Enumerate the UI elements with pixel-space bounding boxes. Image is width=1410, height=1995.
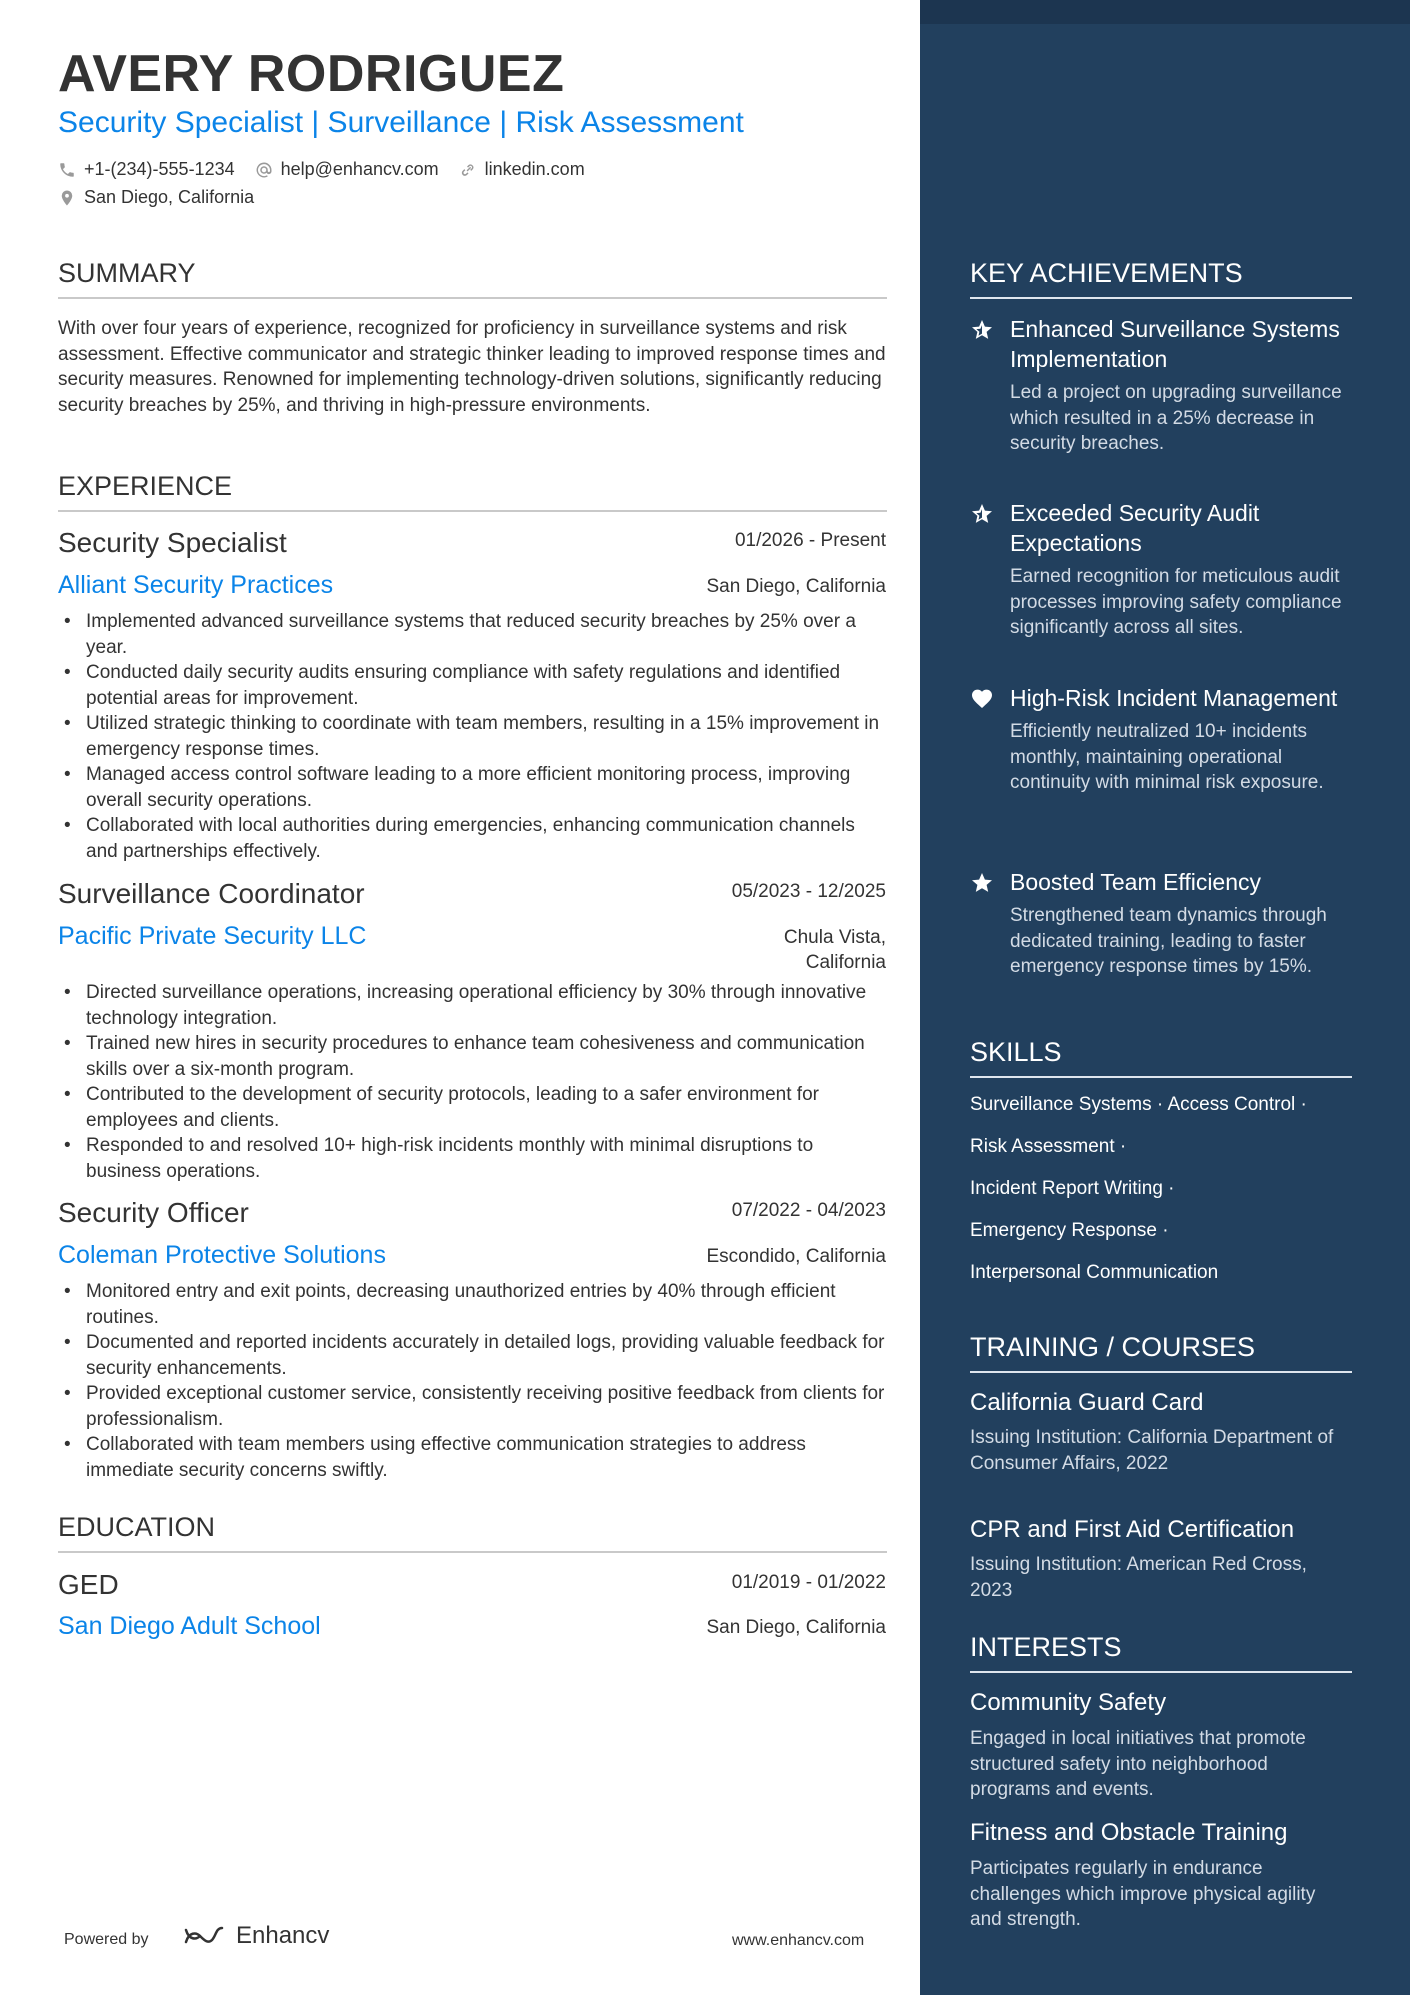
interest-title: Community Safety xyxy=(970,1689,1167,1716)
list-item: • Contributed to the development of security protocols, leading to a safer environment for employees and clients. xyxy=(58,1082,887,1133)
job-company: Coleman Protective Solutions xyxy=(58,1241,386,1269)
achievement-title: Exceeded Security Audit Expectations xyxy=(1010,500,1260,556)
sidebar xyxy=(920,0,1410,1995)
location-pin-icon xyxy=(58,189,76,207)
skill-line: Risk Assessment · xyxy=(970,1136,1127,1157)
contact-row-2 xyxy=(58,187,274,208)
job-location: San Diego, California xyxy=(706,576,886,597)
enhancv-logo xyxy=(182,1922,329,1950)
achievement-item xyxy=(970,867,1352,980)
achievement-item xyxy=(970,314,1352,457)
phone-text: +1-(234)-555-1234 xyxy=(84,159,235,179)
footer-site-link[interactable]: www.enhancv.com xyxy=(732,1932,865,1949)
job-company: Pacific Private Security LLC xyxy=(58,922,367,950)
candidate-title: Security Specialist | Surveillance | Risk Assessment xyxy=(58,106,744,139)
list-item: • Trained new hires in security procedures to enhance team cohesiveness and communication skills over a six-month program. xyxy=(58,1031,887,1082)
star-icon xyxy=(970,871,994,895)
list-item: • Directed surveillance operations, increasing operational efficiency by 30% through innovative technology integration. xyxy=(58,980,887,1031)
job-title: Security Officer xyxy=(58,1197,249,1228)
candidate-name: AVERY RODRIGUEZ xyxy=(58,45,565,103)
education-heading: EDUCATION xyxy=(58,1512,887,1553)
job-bullets xyxy=(58,980,887,1184)
education-school: San Diego Adult School xyxy=(58,1612,321,1640)
achievement-item xyxy=(970,498,1352,641)
contact-phone xyxy=(58,159,235,180)
phone-icon xyxy=(58,161,76,179)
education-dates: 01/2019 - 01/2022 xyxy=(731,1572,886,1593)
email-text: help@enhancv.com xyxy=(280,159,439,179)
training-title: California Guard Card xyxy=(970,1389,1204,1416)
sidebar-top-bar xyxy=(920,0,1410,24)
linkedin-text: linkedin.com xyxy=(484,159,585,179)
link-icon xyxy=(459,161,477,179)
star-outline-icon xyxy=(970,318,994,342)
skills-heading: SKILLS xyxy=(970,1037,1352,1078)
training-desc: Issuing Institution: California Department of Consumer Affairs, 2022 xyxy=(970,1427,1334,1474)
achievement-title: Enhanced Surveillance Systems Implementation xyxy=(1010,316,1340,372)
heart-icon xyxy=(970,687,994,711)
contact-email[interactable] xyxy=(255,159,439,180)
contact-row xyxy=(58,159,605,180)
job-title: Surveillance Coordinator xyxy=(58,878,365,909)
achievement-desc: Efficiently neutralized 10+ incidents monthly, maintaining operational continuity with minimal risk exposure. xyxy=(1010,721,1324,793)
achievement-desc: Earned recognition for meticulous audit processes improving safety compliance significantly across all sites. xyxy=(1010,566,1342,638)
job-title: Security Specialist xyxy=(58,527,287,558)
list-item: • Responded to and resolved 10+ high-risk incidents monthly with minimal disruptions to business operations. xyxy=(58,1133,887,1184)
list-item: • Conducted daily security audits ensuring compliance with safety regulations and identified potential areas for improvement. xyxy=(58,660,887,711)
job-dates: 05/2023 - 12/2025 xyxy=(731,881,886,902)
contact-linkedin[interactable] xyxy=(459,159,585,180)
list-item: • Collaborated with local authorities during emergencies, enhancing communication channels and partnerships effectively. xyxy=(58,813,887,864)
summary-heading: SUMMARY xyxy=(58,258,887,299)
job-location-line: Chula Vista, xyxy=(783,927,886,948)
powered-by-label: Powered by xyxy=(64,1931,149,1948)
at-icon xyxy=(255,161,273,179)
experience-heading: EXPERIENCE xyxy=(58,471,887,512)
training-desc: Issuing Institution: American Red Cross, 2023 xyxy=(970,1554,1307,1601)
job-dates: 01/2026 - Present xyxy=(734,530,886,551)
achievement-title: Boosted Team Efficiency xyxy=(1010,869,1262,895)
enhancv-logo-icon xyxy=(182,1922,230,1950)
interest-desc: Participates regularly in endurance challenges which improve physical agility and strength. xyxy=(970,1858,1316,1930)
skill-line: Emergency Response · xyxy=(970,1220,1169,1241)
location-text: San Diego, California xyxy=(84,187,255,207)
achievements-heading: KEY ACHIEVEMENTS xyxy=(970,258,1352,299)
contact-location xyxy=(58,187,254,208)
achievement-desc: Led a project on upgrading surveillance which resulted in a 25% decrease in security breaches. xyxy=(1010,382,1342,454)
skill-line: Surveillance Systems · Access Control · xyxy=(970,1094,1307,1115)
skill-line: Incident Report Writing · xyxy=(970,1178,1175,1199)
list-item: • Provided exceptional customer service, consistently receiving positive feedback from clients for professionalism. xyxy=(58,1381,887,1432)
training-title: CPR and First Aid Certification xyxy=(970,1516,1295,1543)
list-item: • Monitored entry and exit points, decreasing unauthorized entries by 40% through efficient routines. xyxy=(58,1279,887,1330)
job-location-line: California xyxy=(805,952,886,973)
list-item: • Utilized strategic thinking to coordinate with team members, resulting in a 15% improvement in emergency response times. xyxy=(58,711,887,762)
job-bullets xyxy=(58,1279,887,1483)
interest-title: Fitness and Obstacle Training xyxy=(970,1819,1288,1846)
job-location: Escondido, California xyxy=(706,1246,886,1267)
list-item: • Documented and reported incidents accurately in detailed logs, providing valuable feedback for security enhancements. xyxy=(58,1330,887,1381)
summary-text: With over four years of experience, recognized for proficiency in surveillance systems and risk assessment. Effective communicator and strategic thinker leading to improved response times and security measures. Renowned for implementing technology-driven solutions, significantly reducing security breaches by 25%, and thriving in high-pressure environments. xyxy=(58,318,886,416)
interests-heading: INTERESTS xyxy=(970,1632,1352,1673)
brand-name: Enhancv xyxy=(236,1922,330,1949)
education-location: San Diego, California xyxy=(706,1617,886,1638)
list-item: • Managed access control software leading to a more efficient monitoring process, improving overall security operations. xyxy=(58,762,887,813)
list-item: • Implemented advanced surveillance systems that reduced security breaches by 25% over a year. xyxy=(58,609,887,660)
star-outline-icon xyxy=(970,502,994,526)
skill-line: Interpersonal Communication xyxy=(970,1262,1219,1283)
training-heading: TRAINING / COURSES xyxy=(970,1332,1352,1373)
interest-desc: Engaged in local initiatives that promote structured safety into neighborhood programs and events. xyxy=(970,1728,1306,1800)
job-company: Alliant Security Practices xyxy=(58,571,334,599)
list-item: • Collaborated with team members using effective communication strategies to address immediate security concerns swiftly. xyxy=(58,1432,887,1483)
education-degree: GED xyxy=(58,1569,119,1600)
achievement-desc: Strengthened team dynamics through dedicated training, leading to faster emergency response times by 15%. xyxy=(1010,905,1327,977)
achievement-title: High-Risk Incident Management xyxy=(1010,685,1338,711)
job-dates: 07/2022 - 04/2023 xyxy=(731,1200,886,1221)
job-location xyxy=(784,925,886,975)
job-bullets xyxy=(58,609,887,864)
achievement-item xyxy=(970,683,1352,796)
